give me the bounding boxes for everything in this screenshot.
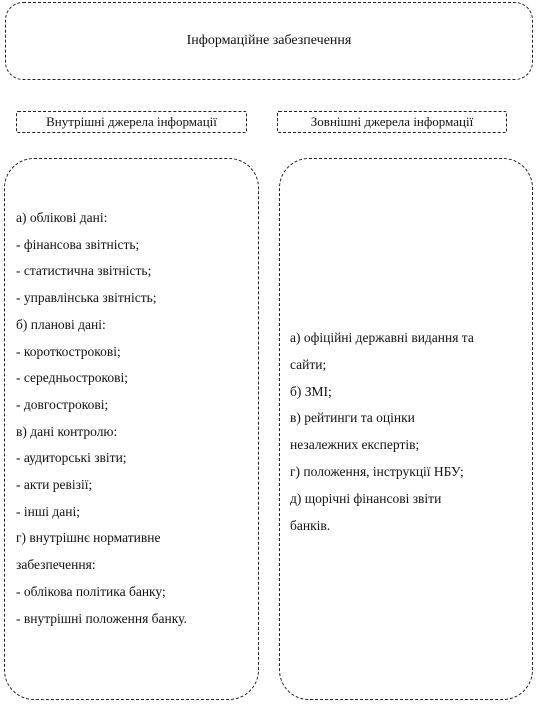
list-item: - середньострокові; — [16, 370, 128, 386]
list-item: - фінансова звітність; — [16, 236, 140, 252]
external-sources-list — [290, 325, 474, 539]
list-item: - короткострокові; — [16, 343, 121, 359]
list-item: - облікова політика банку; — [16, 583, 166, 599]
list-item: - аудиторські звіти; — [16, 450, 127, 466]
list-item: а) офіційні державні видання та — [290, 330, 474, 345]
list-item: г) положення, інструкції НБУ; — [290, 463, 464, 479]
information-support-box — [5, 2, 533, 80]
list-item: банків. — [290, 517, 331, 533]
internal-sources-list — [16, 205, 187, 632]
list-item: в) рейтинги та оцінки — [290, 410, 415, 426]
list-item: б) ЗМІ; — [290, 383, 332, 399]
internal-sources-title: Внутрішні джерела інформації — [46, 114, 217, 129]
list-item: сайти; — [290, 356, 327, 372]
list-item: - внутрішні положення банку. — [16, 610, 187, 626]
list-item: - акти ревізії; — [16, 477, 93, 493]
list-item: г) внутрішнє нормативне — [16, 530, 161, 546]
diagram-title: Інформаційне забезпечення — [186, 33, 352, 48]
external-sources-header — [277, 111, 507, 133]
list-item: - статистична звітність; — [16, 263, 152, 279]
list-item: б) планові дані: — [16, 316, 106, 332]
list-item: в) дані контролю: — [16, 423, 118, 439]
external-sources-title: Зовнішні джерела інформації — [310, 114, 474, 129]
list-item: а) облікові дані: — [16, 210, 108, 225]
list-item: - інші дані; — [16, 503, 80, 519]
list-item: д) щорічні фінансові звіти — [290, 490, 442, 506]
list-item: - довгострокові; — [16, 396, 109, 412]
internal-sources-header — [16, 111, 247, 133]
list-item: - управлінська звітність; — [16, 290, 157, 306]
list-item: незалежних експертів; — [290, 437, 420, 453]
list-item: забезпечення: — [16, 557, 96, 573]
